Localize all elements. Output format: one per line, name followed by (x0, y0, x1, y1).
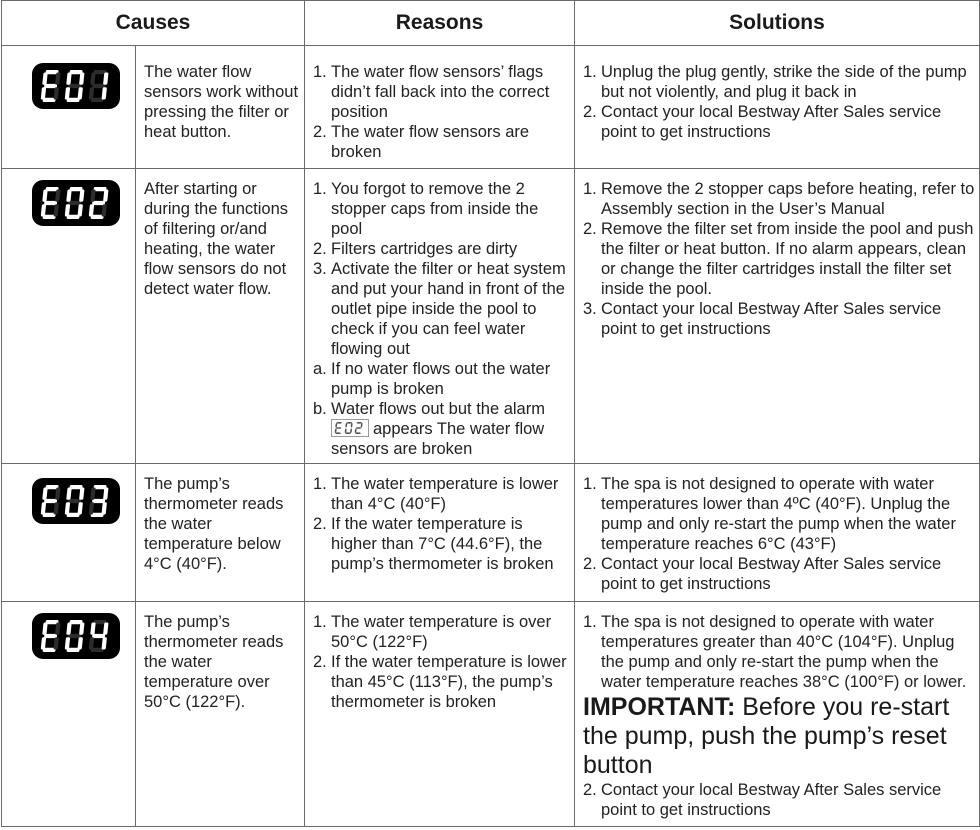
segment (79, 488, 84, 500)
seven-segment-display (38, 618, 114, 654)
list-marker: 1. (583, 613, 597, 631)
segment (55, 190, 60, 202)
segment (361, 423, 363, 428)
segment (53, 637, 58, 649)
segment (65, 502, 70, 514)
segment (44, 201, 57, 205)
header-solutions: Solutions (575, 1, 980, 46)
segment (90, 73, 95, 85)
header-causes: Causes (2, 1, 305, 46)
list-item-text: Water flows out but the alarm (331, 400, 545, 418)
segment (340, 428, 342, 433)
error-row-e01 (2, 46, 980, 169)
reasons-list (305, 46, 574, 162)
error-display-e04 (32, 613, 120, 659)
list-marker: 2. (583, 781, 597, 799)
segment (79, 623, 84, 635)
segment (44, 84, 57, 88)
segment-digit (88, 485, 108, 517)
segment (55, 623, 60, 635)
list-marker: 1. (313, 63, 327, 81)
segment (103, 73, 108, 85)
segment (92, 201, 105, 205)
segment (101, 502, 106, 514)
segment (335, 428, 337, 433)
list-marker: 2. (313, 515, 327, 533)
segment (90, 488, 95, 500)
list-item (583, 612, 975, 692)
list-item (583, 780, 975, 820)
important-text: Before you re-start the pump, push the pump’s reset button (583, 693, 950, 779)
cause-text: The pump’s thermometer reads the water temperature below 4°C (40°F). (136, 464, 305, 602)
segment (68, 634, 81, 638)
segment-digit (88, 620, 108, 652)
cause-text: The pump’s thermometer reads the water temperature over 50°C (122°F). (136, 602, 305, 827)
inline-error-code (331, 419, 369, 437)
segment (89, 637, 94, 649)
seven-segment-display (38, 185, 114, 221)
list-item (313, 399, 570, 459)
list-item-text: Contact your local Bestway After Sales service point to get instructions (601, 300, 942, 338)
seven-segment-display (38, 68, 114, 104)
list-item-text: Remove the 2 stopper caps before heating, refer to Assembly section in the User’s Manual (601, 180, 975, 218)
list-item-text: The water flow sensors’ flags didn’t fall back into the correct position (331, 63, 550, 121)
segment (101, 637, 106, 649)
segment (53, 204, 58, 216)
list-marker: 3. (583, 300, 597, 318)
segment (103, 488, 108, 500)
list-item-text: If no water flows out the water pump is broken (331, 360, 551, 398)
segment (65, 637, 70, 649)
list-marker: 2. (313, 123, 327, 141)
list-marker: 1. (313, 613, 327, 631)
solutions-list (575, 602, 979, 820)
segment (77, 204, 82, 216)
list-item-text: Filters cartridges are dirty (331, 240, 518, 258)
list-item (583, 219, 975, 299)
segment-digit (335, 422, 343, 434)
segment (65, 204, 70, 216)
segment-digit (40, 187, 60, 219)
list-item-text: The spa is not designed to operate with water temperatures lower than 4ºC (40°F). Unplug the pump and only re-start the pump when the water temperature reaches 6°C (43°F) (601, 475, 956, 553)
list-item (313, 259, 570, 359)
segment (79, 190, 84, 202)
list-item (583, 554, 975, 594)
list-item (313, 514, 570, 574)
list-item (313, 652, 570, 712)
segment-digit (40, 485, 60, 517)
segment (92, 634, 105, 638)
segment (355, 423, 357, 428)
segment (89, 204, 94, 216)
list-item-text: Activate the filter or heat system and put your hand in front of the outlet pipe inside the pool to check if you can feel water flowing out (331, 260, 566, 358)
segment (42, 73, 47, 85)
segment (53, 502, 58, 514)
segment (77, 637, 82, 649)
segment (350, 428, 352, 433)
segment (92, 84, 105, 88)
segment (92, 499, 105, 503)
list-item (313, 359, 570, 399)
segment (79, 73, 84, 85)
segment (336, 422, 342, 424)
segment (335, 423, 337, 428)
reasons-list (305, 464, 574, 574)
segment (55, 488, 60, 500)
segment (101, 204, 106, 216)
segment (336, 427, 342, 429)
list-marker: 1. (583, 63, 597, 81)
segment (41, 637, 46, 649)
segment-digit (88, 187, 108, 219)
list-item (313, 122, 570, 162)
list-marker: 2. (313, 240, 327, 258)
segment (103, 190, 108, 202)
error-code-table (1, 0, 980, 827)
segment (66, 73, 71, 85)
list-item-text: The water temperature is over 50°C (122°F) (331, 613, 552, 651)
segment (66, 488, 71, 500)
segment (42, 488, 47, 500)
segment (68, 84, 81, 88)
segment (41, 87, 46, 99)
segment (346, 427, 352, 429)
solutions-list (575, 464, 979, 594)
segment-digit (355, 422, 363, 434)
list-item-text: Remove the filter set from inside the pool and push the filter or heat button. If no alarm appears, clean or change the filter cartridges install the filter set inside the pool. (601, 220, 974, 298)
segment (89, 502, 94, 514)
inline-segment-code (332, 420, 368, 436)
error-row-e04 (2, 602, 980, 827)
list-marker: 1. (313, 180, 327, 198)
segment (103, 623, 108, 635)
segment (77, 87, 82, 99)
segment (90, 623, 95, 635)
segment (356, 427, 362, 429)
list-item-text-after: appears The water flow sensors are broken (331, 420, 545, 458)
segment (355, 428, 357, 433)
list-item-text: If the water temperature is higher than 7°C (44.6°F), the pump’s thermometer is broken (331, 515, 554, 573)
segment (346, 422, 352, 424)
segment (89, 87, 94, 99)
segment (341, 423, 343, 428)
segment (41, 502, 46, 514)
list-item (313, 612, 570, 652)
cause-text: After starting or during the functions of filtering or/and heating, the water flow sensors do not detect water flow. (136, 169, 305, 464)
segment (360, 428, 362, 433)
list-item-text: Contact your local Bestway After Sales service point to get instructions (601, 103, 942, 141)
segment (55, 73, 60, 85)
list-marker: 2. (583, 555, 597, 573)
segment (65, 87, 70, 99)
cause-text: The water flow sensors work without pressing the filter or heat button. (136, 46, 305, 169)
reasons-list (305, 602, 574, 712)
list-item-text: Contact your local Bestway After Sales service point to get instructions (601, 555, 942, 593)
list-item-text: Contact your local Bestway After Sales service point to get instructions (601, 781, 942, 819)
segment (356, 422, 362, 424)
error-row-e03 (2, 464, 980, 602)
segment (41, 204, 46, 216)
error-display-e03 (32, 478, 120, 524)
list-marker: 1. (583, 475, 597, 493)
list-marker: 2. (583, 103, 597, 121)
segment (345, 428, 347, 433)
list-item (583, 474, 975, 554)
segment-digit (64, 70, 84, 102)
segment (42, 190, 47, 202)
segment (44, 499, 57, 503)
segment (53, 87, 58, 99)
list-item (313, 239, 570, 259)
list-item (583, 179, 975, 219)
segment (345, 432, 351, 434)
important-label: IMPORTANT: (583, 693, 736, 721)
list-item-text: The water flow sensors are broken (331, 123, 530, 161)
segment-digit (64, 187, 84, 219)
list-marker: 2. (583, 220, 597, 238)
header-row (2, 1, 980, 46)
error-display-e02 (32, 180, 120, 226)
list-item-text: Unplug the plug gently, strike the side of the pump but not violently, and plug it back in (601, 63, 967, 101)
seven-segment-display (38, 483, 114, 519)
segment (355, 432, 361, 434)
segment (68, 499, 81, 503)
list-marker: 1. (313, 475, 327, 493)
list-marker: 3. (313, 260, 327, 278)
segment (351, 423, 353, 428)
segment (101, 87, 106, 99)
segment (42, 623, 47, 635)
reasons-list (305, 169, 574, 459)
list-item-text: The spa is not designed to operate with water temperatures greater than 40°C (104°F). Unplug the pump and only re-start the pump when the water temperature reaches 38°C (100°F) or lower. (601, 613, 967, 691)
segment (66, 623, 71, 635)
segment (66, 190, 71, 202)
segment-digit (345, 422, 353, 434)
error-row-e02 (2, 169, 980, 464)
list-marker: a. (313, 360, 327, 378)
segment-digit (40, 620, 60, 652)
list-marker: b. (313, 400, 327, 418)
list-item (583, 62, 975, 102)
solutions-list (575, 46, 979, 142)
list-item (583, 102, 975, 142)
segment (345, 423, 347, 428)
segment (90, 190, 95, 202)
segment (335, 432, 341, 434)
list-item (313, 179, 570, 239)
list-item (313, 474, 570, 514)
segment (68, 201, 81, 205)
important-note (583, 692, 975, 780)
list-item-text: If the water temperature is lower than 45°C (113°F), the pump’s thermometer is broken (331, 653, 567, 711)
segment-digit (40, 70, 60, 102)
list-marker: 1. (583, 180, 597, 198)
list-item (313, 62, 570, 122)
segment-digit (64, 485, 84, 517)
error-display-e01 (32, 63, 120, 109)
segment (44, 634, 57, 638)
segment-digit (64, 620, 84, 652)
list-item-text: You forgot to remove the 2 stopper caps from inside the pool (331, 180, 539, 238)
list-marker: 2. (313, 653, 327, 671)
list-item-text: The water temperature is lower than 4°C (40°F) (331, 475, 559, 513)
segment-digit (88, 70, 108, 102)
list-item (583, 299, 975, 339)
solutions-list (575, 169, 979, 339)
header-reasons: Reasons (305, 1, 575, 46)
segment (77, 502, 82, 514)
